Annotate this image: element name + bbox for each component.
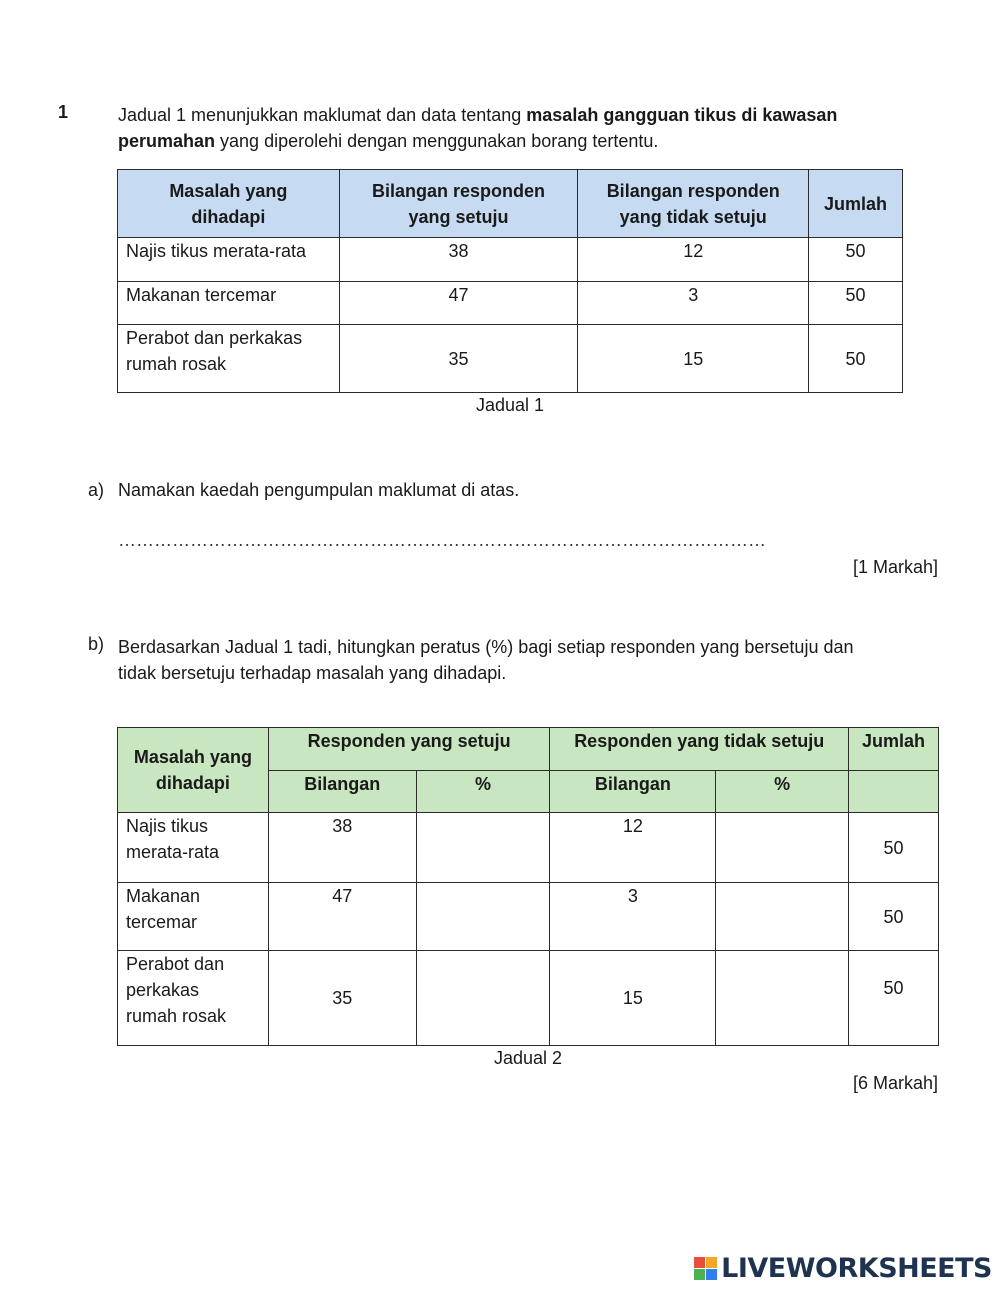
t1-row2-agree: 47 xyxy=(339,282,578,325)
part-a-answer-line[interactable]: ……………………………………………………………………………………………… xyxy=(118,530,766,550)
part-b-question: Berdasarkan Jadual 1 tadi, hitungkan peratus (%) bagi setiap responden yang bersetuju dan tidak bersetuju terhadap masalah yang dihadapi. xyxy=(118,637,854,683)
t2-row2-disagree-percent[interactable] xyxy=(716,883,849,951)
table-row xyxy=(118,238,903,282)
t2-row2-agree-percent[interactable] xyxy=(416,883,550,951)
part-a-question: Namakan kaedah pengumpulan maklumat di atas. xyxy=(118,480,520,500)
t2-row3-agree: 35 xyxy=(268,951,416,1046)
t1-header-disagree: Bilangan responden yang tidak setuju xyxy=(578,170,809,238)
t1-row3-agree: 35 xyxy=(339,325,578,393)
table-2 xyxy=(117,727,939,1046)
t2-row1-total: 50 xyxy=(849,813,939,883)
t2-row1-agree-percent[interactable] xyxy=(416,813,550,883)
t2-row2-agree: 47 xyxy=(268,883,416,951)
table-row xyxy=(118,282,903,325)
t2-header-disagree-percent: % xyxy=(716,771,849,813)
t1-row3-problem: Perabot dan perkakas rumah rosak xyxy=(118,325,340,393)
t2-row2-disagree: 3 xyxy=(550,883,716,951)
t2-row1-disagree-percent[interactable] xyxy=(716,813,849,883)
part-a-marks: [1 Markah] xyxy=(852,557,938,577)
t2-row1-problem: Najis tikus merata-rata xyxy=(118,813,269,883)
t2-header-agree-percent: % xyxy=(416,771,550,813)
t1-row1-disagree: 12 xyxy=(578,238,809,282)
t2-row1-disagree: 12 xyxy=(550,813,716,883)
liveworksheets-logo-text: LIVEWORKSHEETS xyxy=(721,1253,992,1284)
t1-row1-problem: Najis tikus merata-rata xyxy=(118,238,340,282)
intro-bold-1: masalah gangguan tikus di kawasan xyxy=(526,105,838,125)
part-b-marks: [6 Markah] xyxy=(852,1073,938,1093)
question-intro xyxy=(118,102,918,154)
table-1-caption: Jadual 1 xyxy=(475,395,545,415)
t2-header-disagree-group: Responden yang tidak setuju xyxy=(550,728,849,771)
t2-header-problem: Masalah yang dihadapi xyxy=(118,728,269,813)
t1-row1-agree: 38 xyxy=(339,238,578,282)
t1-row3-total: 50 xyxy=(809,325,903,393)
t2-row3-disagree-percent[interactable] xyxy=(716,951,849,1046)
t1-header-total: Jumlah xyxy=(809,170,903,238)
t2-row3-disagree: 15 xyxy=(550,951,716,1046)
t2-row1-agree: 38 xyxy=(268,813,416,883)
liveworksheets-logo xyxy=(694,1253,992,1284)
table-row xyxy=(118,951,939,1046)
table-1-header-row xyxy=(118,170,903,238)
t2-row3-problem: Perabot dan perkakas rumah rosak xyxy=(118,951,269,1046)
t2-header-agree-count: Bilangan xyxy=(268,771,416,813)
t1-row2-problem: Makanan tercemar xyxy=(118,282,340,325)
t1-row2-total: 50 xyxy=(809,282,903,325)
t1-row2-disagree: 3 xyxy=(578,282,809,325)
part-a-label: a) xyxy=(88,480,105,500)
t2-row3-total: 50 xyxy=(849,951,939,1046)
t2-header-total: Jumlah xyxy=(849,728,939,771)
t2-row3-agree-percent[interactable] xyxy=(416,951,550,1046)
t2-header-total-empty xyxy=(849,771,939,813)
part-b-label: b) xyxy=(88,634,105,654)
intro-bold-2: perumahan xyxy=(118,131,216,151)
t1-header-agree: Bilangan responden yang setuju xyxy=(339,170,578,238)
t1-row3-disagree: 15 xyxy=(578,325,809,393)
question-number: 1 xyxy=(58,102,69,122)
liveworksheets-logo-icon xyxy=(694,1257,717,1280)
t2-row2-total: 50 xyxy=(849,883,939,951)
t2-row2-problem: Makanan tercemar xyxy=(118,883,269,951)
t1-row1-total: 50 xyxy=(809,238,903,282)
intro-text-1: Jadual 1 menunjukkan maklumat dan data tentang xyxy=(118,105,527,125)
table-row xyxy=(118,883,939,951)
t1-header-problem: Masalah yang dihadapi xyxy=(118,170,340,238)
t2-header-agree-group: Responden yang setuju xyxy=(268,728,550,771)
t2-header-disagree-count: Bilangan xyxy=(550,771,716,813)
table-1 xyxy=(117,169,903,393)
intro-text-2: yang diperolehi dengan menggunakan borang tertentu. xyxy=(215,131,659,151)
table-row xyxy=(118,325,903,393)
table-2-caption: Jadual 2 xyxy=(493,1048,563,1068)
table-2-header-row-1 xyxy=(118,728,939,771)
table-row xyxy=(118,813,939,883)
